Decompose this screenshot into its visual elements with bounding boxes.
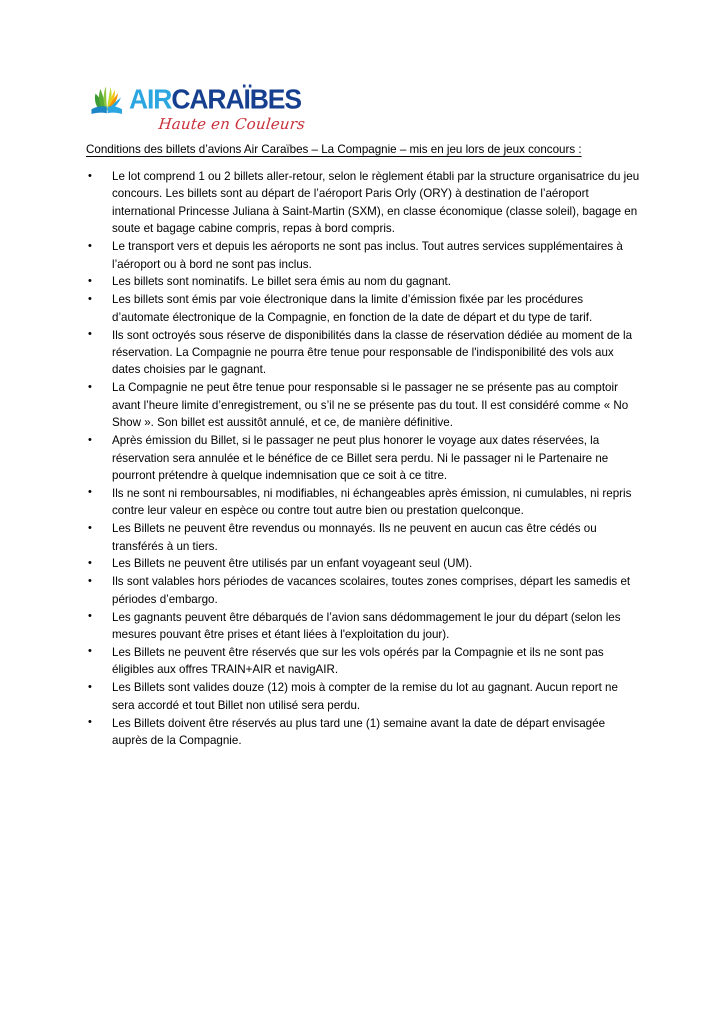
list-item: • Les Billets doivent être réservés au plus tard une (1) semaine avant la date de départ envisagée auprès de la Compagnie. bbox=[86, 715, 640, 750]
logo-word-air: AIR bbox=[129, 83, 172, 116]
list-item: • Le transport vers et depuis les aéroports ne sont pas inclus. Tout autres services supplémentaires à l’aéroport ou à bord ne sont pas inclus. bbox=[86, 238, 640, 273]
list-item: • Ils sont valables hors périodes de vacances scolaires, toutes zones comprises, départ les samedis et périodes d’embargo. bbox=[86, 573, 640, 608]
list-item: • Les Billets ne peuvent être réservés que sur les vols opérés par la Compagnie et ils ne sont pas éligibles aux offres TRAIN+AIR et navigAIR. bbox=[86, 644, 640, 679]
palm-leaf-fan-icon bbox=[86, 83, 128, 114]
list-item: • Les Billets ne peuvent être revendus ou monnayés. Ils ne peuvent en aucun cas être cédés ou transférés à un tiers. bbox=[86, 520, 640, 555]
list-item: • Les Billets sont valides douze (12) mois à compter de la remise du lot au gagnant. Aucun report ne sera accordé et tout Billet non utilisé sera perdu. bbox=[86, 679, 640, 714]
air-caraibes-logo bbox=[86, 80, 306, 142]
list-item: • Les billets sont émis par voie électronique dans la limite d’émission fixée par les procédures d’automate électronique de la Compagnie, en fonction de la date de départ et du type de tarif. bbox=[86, 291, 640, 326]
logo-wordmark-text bbox=[129, 84, 301, 114]
list-item: • Les billets sont nominatifs. Le billet sera émis au nom du gagnant. bbox=[86, 273, 640, 290]
document-title: Conditions des billets d’avions Air Caraïbes – La Compagnie – mis en jeu lors de jeux concours : bbox=[86, 143, 582, 156]
list-item: • La Compagnie ne peut être tenue pour responsable si le passager ne se présente pas au comptoir avant l’heure limite d’enregistrement, ou s’il ne se présente pas du tout. Il est considéré comme « No Show ». Son billet est aussitôt annulé, et ce, de manière définitive. bbox=[86, 379, 640, 431]
list-item: • Les Billets ne peuvent être utilisés par un enfant voyageant seul (UM). bbox=[86, 555, 640, 572]
list-item: • Ils sont octroyés sous réserve de disponibilités dans la classe de réservation dédiée au moment de la réservation. La Compagnie ne pourra être tenue pour responsable de l'indisponibilité des vols aux dates choisies par le gagnant. bbox=[86, 327, 640, 379]
logo-tagline: Haute en Couleurs bbox=[157, 115, 306, 133]
logo-wordmark-row bbox=[86, 80, 306, 114]
logo-word-caraibes: CARAÏBES bbox=[171, 83, 301, 116]
conditions-bullet-list bbox=[86, 168, 640, 750]
list-item: • Après émission du Billet, si le passager ne peut plus honorer le voyage aux dates réservées, la réservation sera annulée et le bénéfice de ce Billet sera perdu. Ni le passager ni le Partenaire ne pourront prétendre à quelque indemnisation que ce soit à ce titre. bbox=[86, 432, 640, 484]
list-item: • Les gagnants peuvent être débarqués de l’avion sans dédommagement le jour du départ (selon les mesures pouvant être prises et étant liées à l'exploitation du jour). bbox=[86, 609, 640, 644]
list-item: • Le lot comprend 1 ou 2 billets aller-retour, selon le règlement établi par la structure organisatrice du jeu concours. Les billets sont au départ de l’aéroport Paris Orly (ORY) à destination de l’aéroport international Princesse Juliana à Saint-Martin (SXM), en classe économique (classe soleil), bagage en soute et bagage cabine compris, repas à bord compris. bbox=[86, 168, 640, 238]
list-item: • Ils ne sont ni remboursables, ni modifiables, ni échangeables après émission, ni cumulables, ni repris contre leur valeur en espèce ou contre tout autre bien ou prestation quelconque. bbox=[86, 485, 640, 520]
